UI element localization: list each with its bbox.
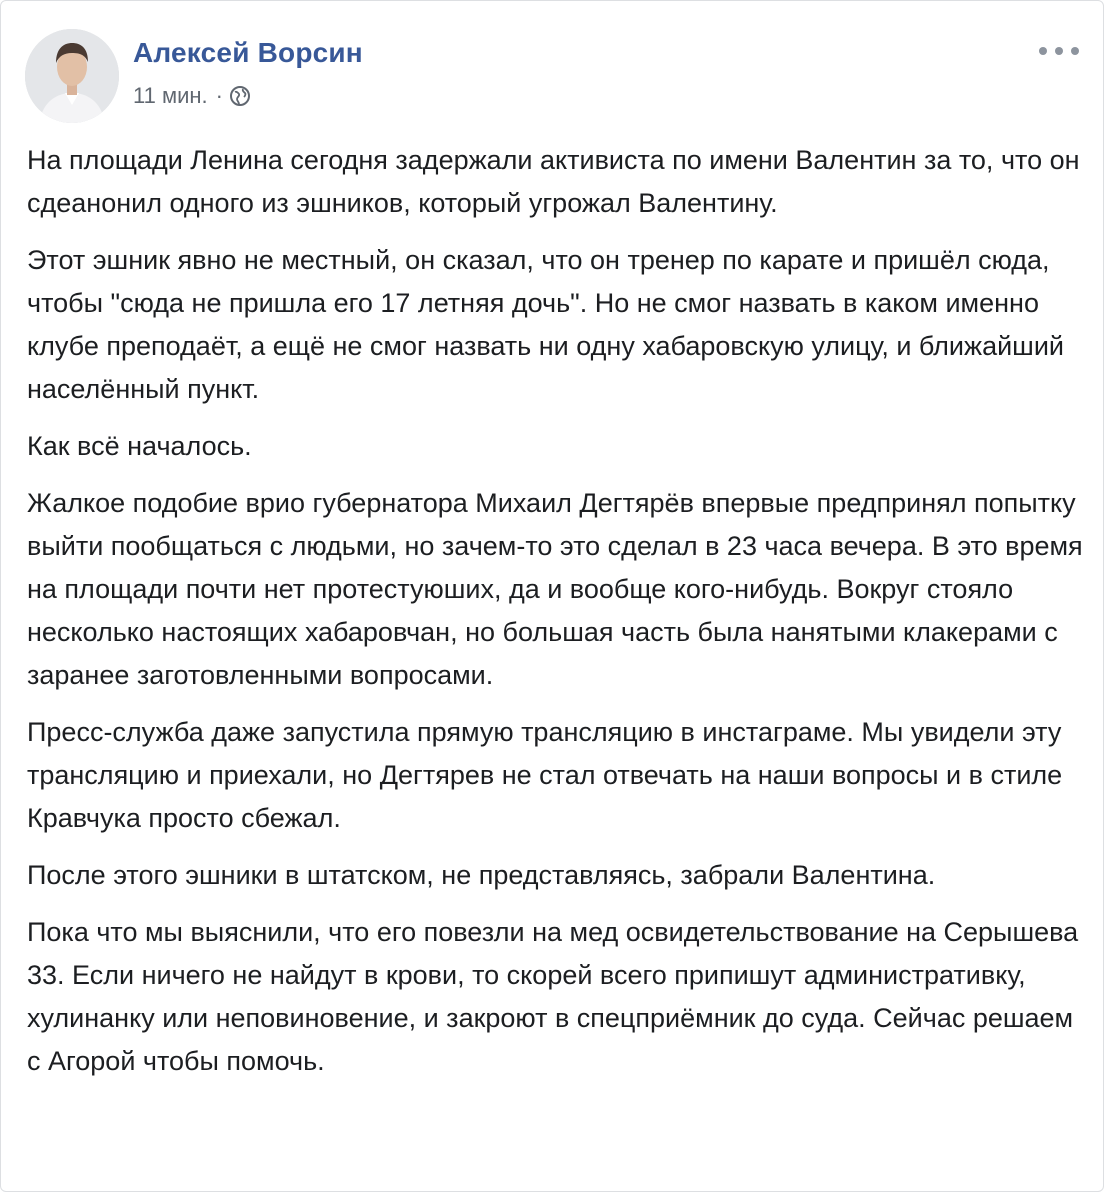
more-options-icon[interactable] [1039,39,1079,63]
post-paragraph: После этого эшники в штатском, не представляясь, забрали Валентина. [27,860,936,890]
post-header [25,25,1079,125]
post-timestamp[interactable]: 11 мин. [133,83,208,108]
post-paragraph: Пока что мы выяснили, что его повезли на мед освидетельствование на Серышева 33. Если ничего не найдут в крови, то скорей всего припишут административку, хулинанку или неповиновение, и закроют в спецприёмник до суда. Сейчас решаем с Агорой чтобы помочь. [27,917,1079,1076]
post-paragraph: Как всё началось. [27,431,252,461]
post-meta [133,83,251,109]
post-paragraph: На площади Ленина сегодня задержали активиста по имени Валентин за то, что он сдеанонил одного из эшников, который угрожал Валентину. [27,145,1080,218]
avatar-image [25,29,119,123]
post-paragraph: Пресс-служба даже запустила прямую трансляцию в инстаграме. Мы увидели эту трансляцию и приехали, но Дегтярев не стал отвечать на наши вопросы и в стиле Кравчука просто сбежал. [27,717,1063,833]
post-paragraph: Жалкое подобие врио губернатора Михаил Дегтярёв впервые предпринял попытку выйти пообщаться с людьми, но зачем-то это сделал в 23 часа вечера. В это время на площади почти нет протестуюших, да и вообще кого-нибудь. Вокруг стояло несколько настоящих хабаровчан, но большая часть была нанятыми клакерами с заранее заготовленными вопросами. [27,488,1083,690]
author-name[interactable]: Алексей Ворсин [133,37,363,68]
avatar[interactable] [25,29,119,123]
meta-separator: · [215,83,223,108]
post-body [27,139,1087,1097]
globe-icon[interactable] [229,85,251,107]
post-paragraph: Этот эшник явно не местный, он сказал, что он тренер по карате и пришёл сюда, чтобы "сюда не пришла его 17 летняя дочь". Но не смог назвать в каком именно клубе преподаёт, а ещё не смог назвать ни одну хабаровскую улицу, и ближайший населённый пункт. [27,245,1064,404]
